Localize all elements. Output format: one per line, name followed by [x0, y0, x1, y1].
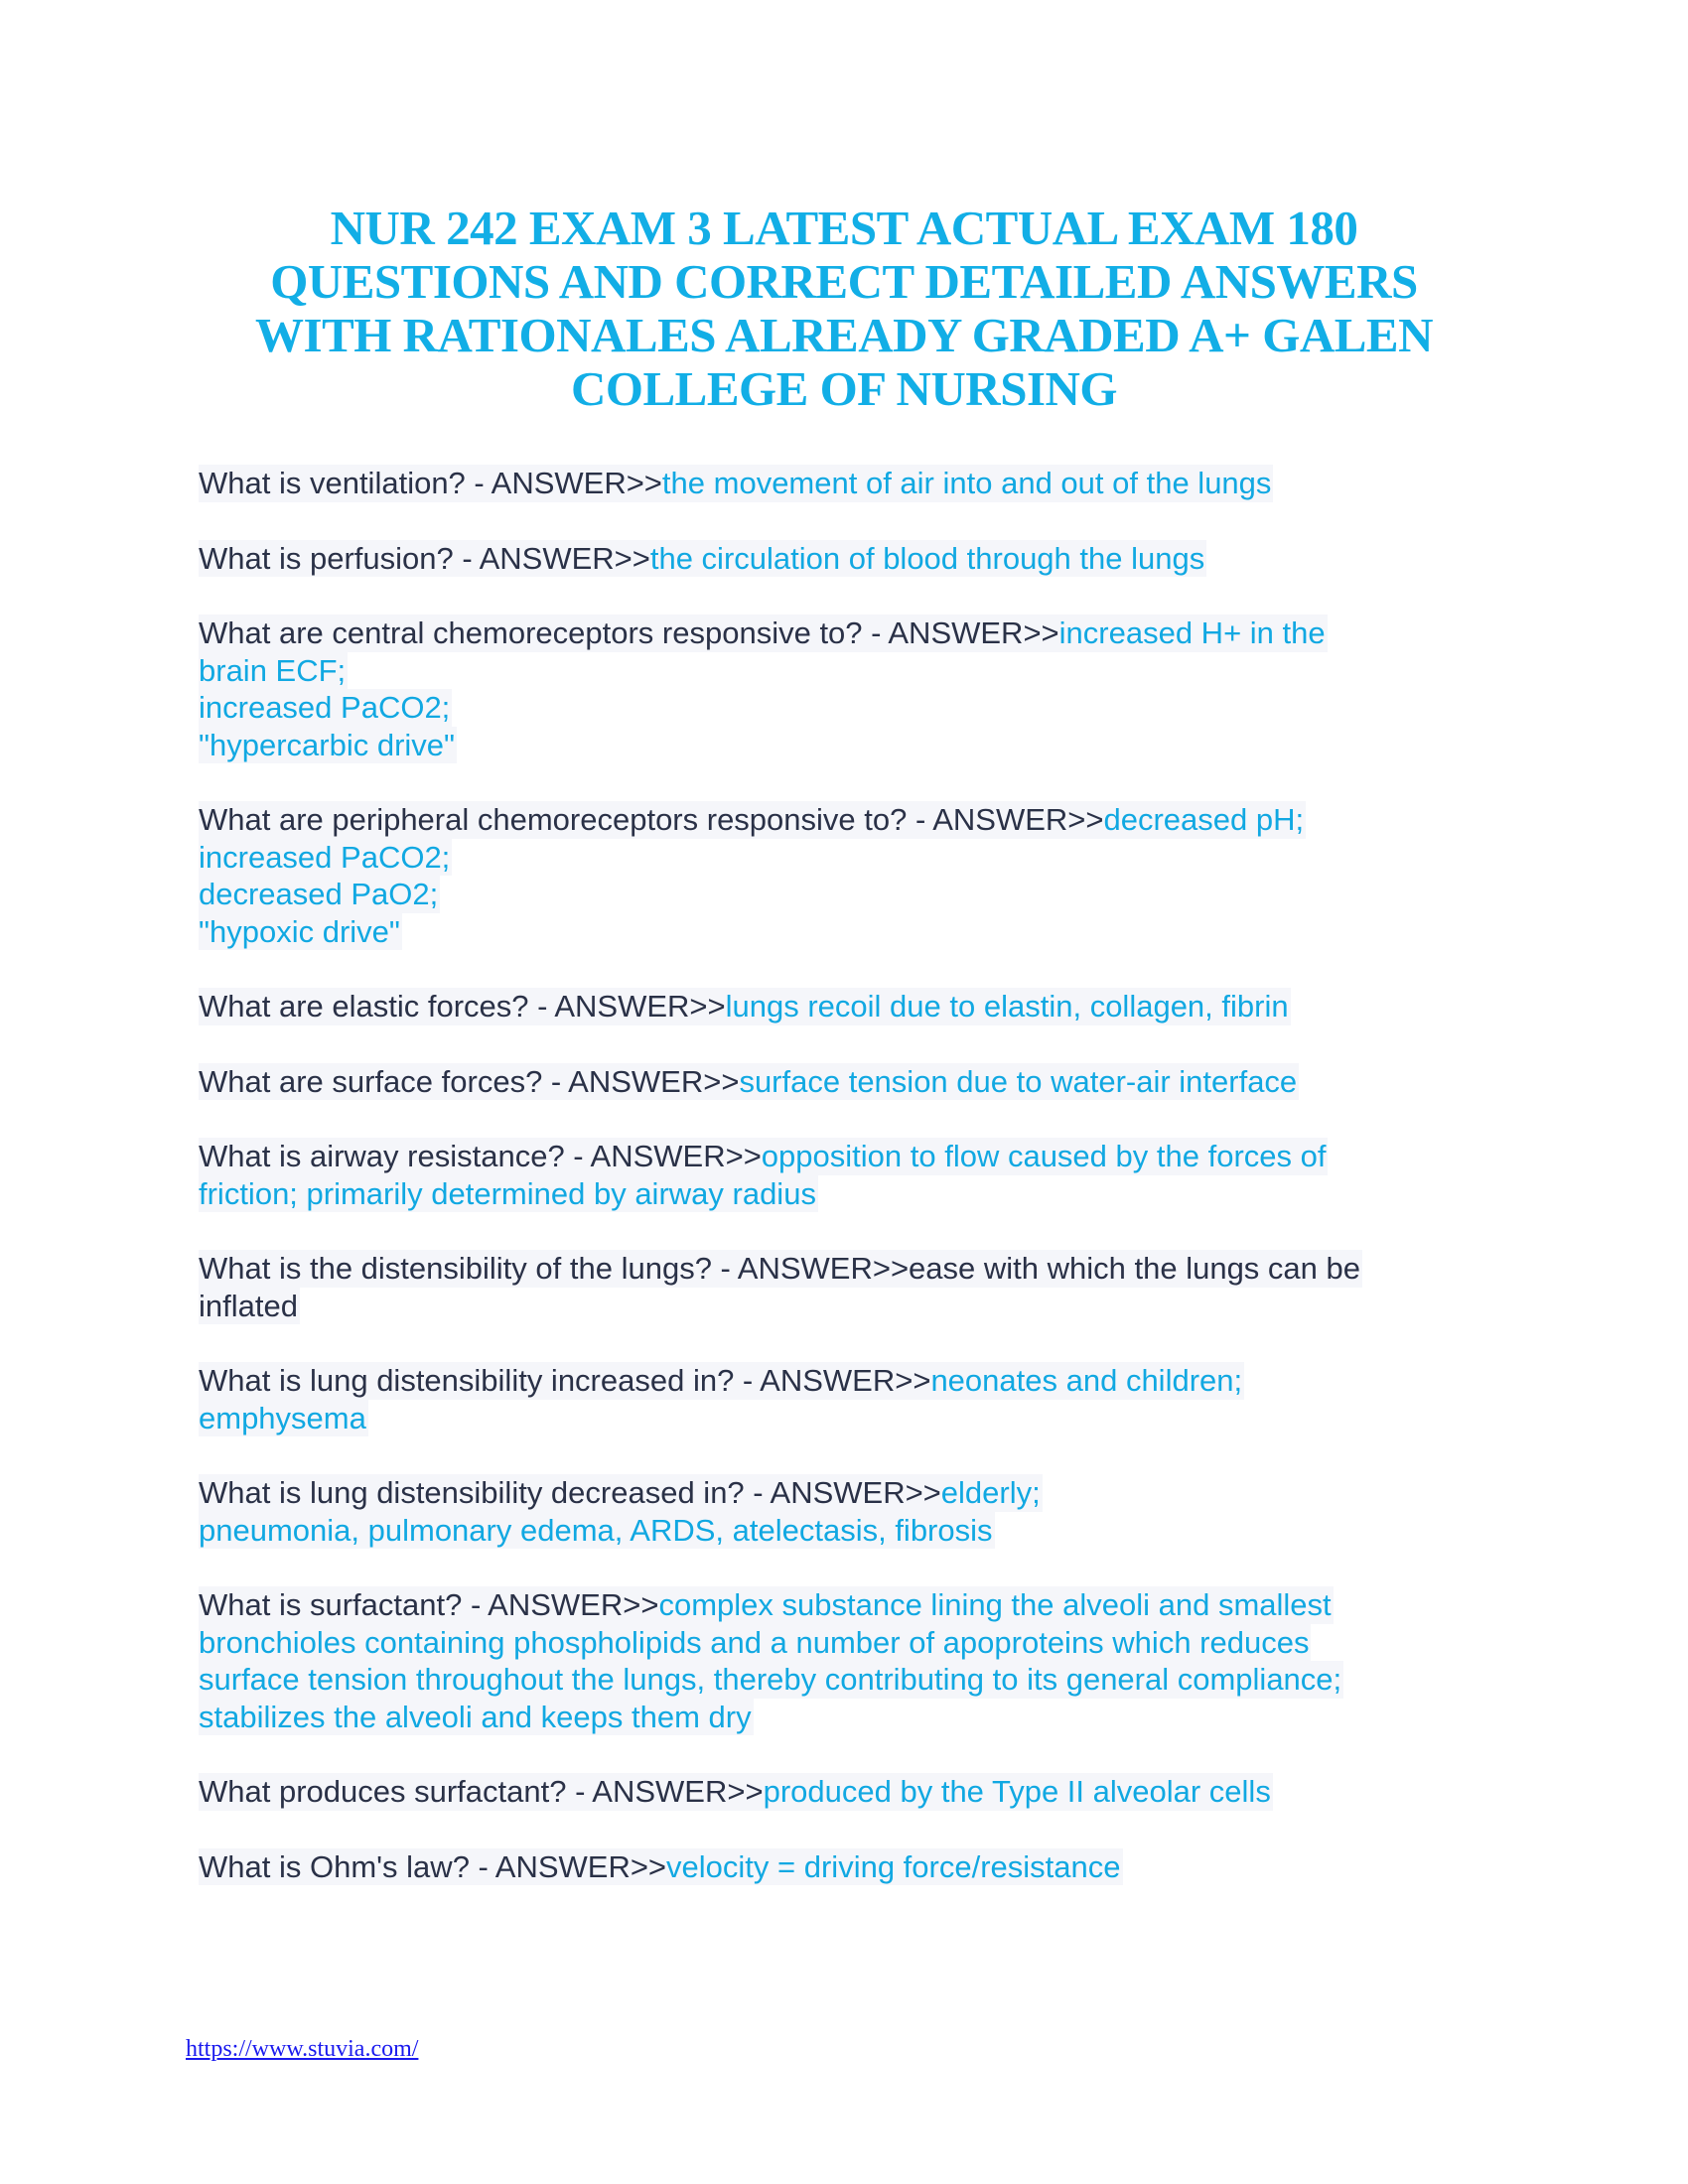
answer-text: increased H+ in the: [1058, 615, 1326, 650]
qa-highlight: [199, 839, 452, 877]
answer-text: emphysema: [199, 1400, 366, 1435]
qa-line: [199, 988, 1489, 1025]
qa-item: [199, 988, 1489, 1025]
qa-highlight: [199, 1624, 1311, 1662]
qa-line: [199, 1586, 1489, 1624]
qa-highlight: [199, 1474, 1043, 1512]
qa-line: [199, 1175, 1489, 1213]
answer-text: produced by the Type II alveolar cells: [763, 1774, 1271, 1809]
qa-line: [199, 1773, 1489, 1811]
qa-highlight: [199, 1063, 1299, 1101]
document-title: [149, 202, 1539, 416]
answer-text: velocity = driving force/resistance: [666, 1848, 1121, 1884]
title-line: WITH RATIONALES ALREADY GRADED A+ GALEN: [255, 308, 1433, 362]
qa-highlight: [199, 1288, 300, 1325]
stuvia-link[interactable]: https://www.stuvia.com/: [186, 2036, 419, 2062]
qa-highlight: [199, 876, 440, 913]
qa-highlight: [199, 988, 1291, 1025]
answer-text: the movement of air into and out of the lungs: [661, 466, 1272, 500]
answer-text: "hypoxic drive": [199, 913, 400, 949]
qa-line: [199, 540, 1489, 578]
qa-highlight: [199, 1175, 818, 1213]
title-line: NUR 242 EXAM 3 LATEST ACTUAL EXAM 180: [330, 201, 1358, 255]
answer-text: lungs recoil due to elastin, collagen, fibrin: [725, 989, 1289, 1024]
question-text: What is surfactant? - ANSWER>>: [199, 1587, 659, 1622]
qa-highlight: [199, 1773, 1273, 1811]
answer-text: complex substance lining the alveoli and smallest: [658, 1587, 1332, 1622]
qa-line: [199, 876, 1489, 913]
question-text: What is perfusion? - ANSWER>>: [199, 540, 650, 576]
title-line: COLLEGE OF NURSING: [570, 361, 1118, 416]
qa-item: [199, 1138, 1489, 1212]
qa-item: [199, 1586, 1489, 1735]
qa-highlight: [199, 1362, 1244, 1400]
qa-line: [199, 1288, 1489, 1325]
qa-line: [199, 1474, 1489, 1512]
answer-text: increased PaCO2;: [199, 839, 451, 875]
qa-highlight: [199, 652, 348, 690]
qa-item: [199, 1474, 1489, 1549]
qa-line: [199, 801, 1489, 839]
qa-line: [199, 1400, 1489, 1437]
qa-item: [199, 801, 1489, 950]
answer-text: "hypercarbic drive": [199, 727, 456, 762]
qa-item: [199, 1250, 1489, 1324]
qa-highlight: [199, 913, 402, 951]
answer-text: friction; primarily determined by airway radius: [199, 1175, 816, 1211]
question-text: What is the distensibility of the lungs? - ANSWER>>: [199, 1251, 910, 1286]
qa-highlight: [199, 1250, 1362, 1288]
qa-line: [199, 839, 1489, 877]
qa-line: [199, 1512, 1489, 1550]
answer-text: inflated: [199, 1288, 298, 1323]
qa-line: [199, 1250, 1489, 1288]
answer-text: decreased PaO2;: [199, 877, 439, 911]
question-text: What is Ohm's law? - ANSWER>>: [199, 1848, 667, 1884]
qa-highlight: [199, 465, 1273, 502]
qa-highlight: [199, 1138, 1328, 1175]
answer-text: opposition to flow caused by the forces of: [761, 1139, 1327, 1173]
qa-highlight: [199, 801, 1306, 839]
qa-line: [199, 1138, 1489, 1175]
qa-highlight: [199, 540, 1206, 578]
answer-text: increased PaCO2;: [199, 690, 451, 725]
qa-highlight: [199, 614, 1328, 652]
qa-highlight: [199, 1400, 368, 1437]
question-text: What are peripheral chemoreceptors responsive to? - ANSWER>>: [199, 802, 1104, 837]
question-text: What is lung distensibility decreased in? - ANSWER>>: [199, 1475, 941, 1510]
qa-highlight: [199, 727, 457, 764]
qa-line: [199, 689, 1489, 727]
qa-highlight: [199, 1848, 1123, 1886]
qa-line: [199, 913, 1489, 951]
answer-text: elderly;: [940, 1475, 1041, 1510]
qa-line: [199, 1848, 1489, 1886]
qa-line: [199, 652, 1489, 690]
answer-text: bronchioles containing phospholipids and a number of apoproteins which reduces: [199, 1624, 1310, 1660]
qa-item: [199, 1362, 1489, 1436]
question-text: What is ventilation? - ANSWER>>: [199, 466, 662, 500]
qa-line: [199, 1624, 1489, 1662]
qa-line: [199, 1063, 1489, 1101]
qa-item: [199, 465, 1489, 502]
answer-text: brain ECF;: [199, 652, 347, 688]
qa-list: [199, 465, 1489, 1923]
question-text: What is lung distensibility increased in? - ANSWER>>: [199, 1363, 931, 1398]
question-text: What is airway resistance? - ANSWER>>: [199, 1139, 762, 1173]
qa-highlight: [199, 1512, 995, 1550]
question-text: What produces surfactant? - ANSWER>>: [199, 1774, 764, 1809]
answer-text: stabilizes the alveoli and keeps them dry: [199, 1699, 752, 1734]
qa-line: [199, 727, 1489, 764]
qa-highlight: [199, 1699, 754, 1736]
qa-item: [199, 1063, 1489, 1101]
answer-text: the circulation of blood through the lungs: [649, 540, 1205, 576]
qa-highlight: [199, 689, 452, 727]
answer-text: surface tension due to water-air interface: [739, 1063, 1298, 1099]
qa-line: [199, 1699, 1489, 1736]
answer-text: decreased pH;: [1103, 802, 1305, 837]
answer-text: neonates and children;: [930, 1363, 1243, 1398]
answer-text: surface tension throughout the lungs, thereby contributing to its general compliance;: [199, 1662, 1342, 1697]
qa-item: [199, 1848, 1489, 1886]
qa-line: [199, 614, 1489, 652]
qa-line: [199, 465, 1489, 502]
qa-item: [199, 614, 1489, 763]
qa-item: [199, 540, 1489, 578]
qa-line: [199, 1661, 1489, 1699]
question-text: What are central chemoreceptors responsive to? - ANSWER>>: [199, 615, 1059, 650]
answer-text: pneumonia, pulmonary edema, ARDS, atelectasis, fibrosis: [199, 1512, 993, 1548]
qa-highlight: [199, 1586, 1334, 1624]
title-line: QUESTIONS AND CORRECT DETAILED ANSWERS: [270, 254, 1418, 309]
question-text: What are elastic forces? - ANSWER>>: [199, 989, 726, 1024]
qa-item: [199, 1773, 1489, 1811]
answer-text: ease with which the lungs can be: [909, 1251, 1360, 1286]
question-text: What are surface forces? - ANSWER>>: [199, 1063, 740, 1099]
qa-highlight: [199, 1661, 1343, 1699]
qa-line: [199, 1362, 1489, 1400]
